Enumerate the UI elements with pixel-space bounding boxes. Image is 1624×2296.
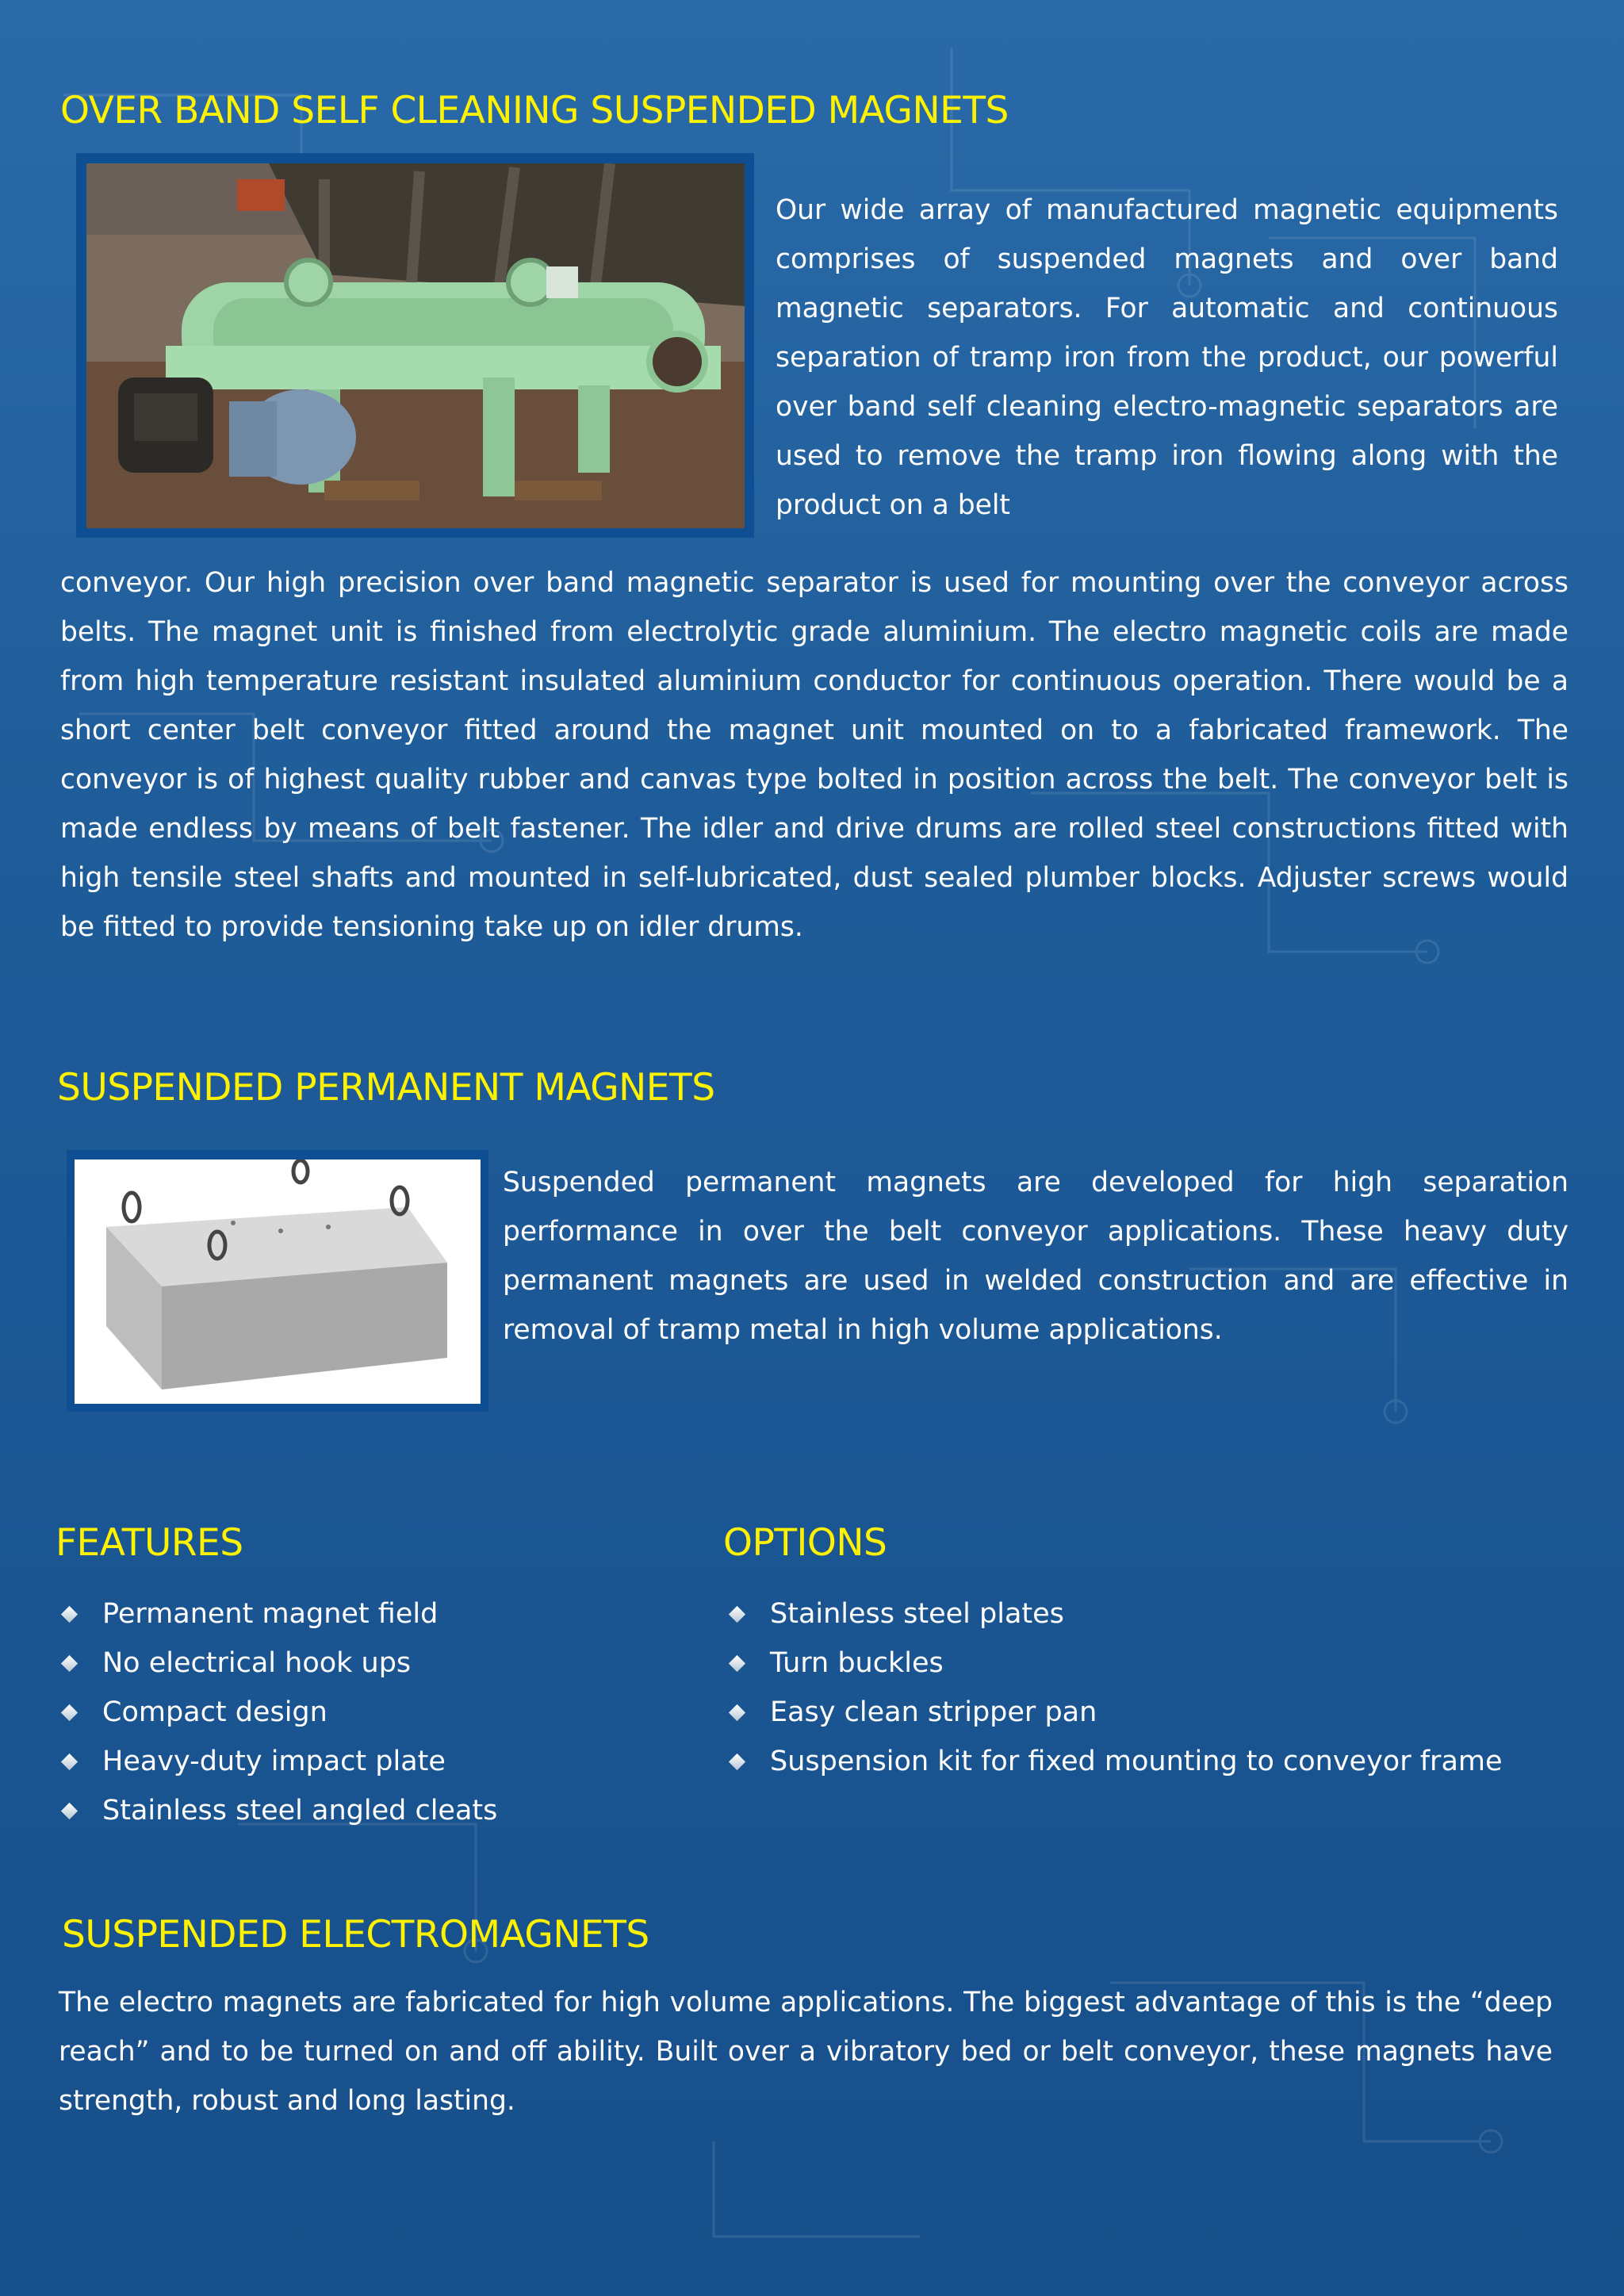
diamond-bullet-icon	[61, 1654, 78, 1671]
list-item: Stainless steel angled cleats	[59, 1786, 677, 1835]
list-item: Stainless steel plates	[726, 1589, 1599, 1639]
over-band-body-text: conveyor. Our high precision over band magnetic separator is used for mounting over the conveyor across belts. The magnet unit is finished from electrolytic grade aluminium. The electro magnetic coils are made from high temperature resistant insulated aluminium conductor for continuous operation. There would be a short center belt conveyor fitted around the magnet unit mounted on to a fabricated framework. The conveyor is of highest quality rubber and canvas type bolted in position across the belt. The conveyor belt is made endless by means of belt fastener. The idler and drive drums are rolled steel constructions fitted with high tensile steel shafts and mounted in self-lubricated, dust sealed plumber blocks. Adjuster screws would be fitted to provide tensioning take up on idler drums.	[60, 567, 1568, 943]
diamond-bullet-icon	[61, 1605, 78, 1622]
features-list	[59, 1589, 677, 1835]
list-item: Permanent magnet field	[59, 1589, 677, 1639]
section-title-suspended-permanent: SUSPENDED PERMANENT MAGNETS	[57, 1066, 715, 1110]
options-list	[726, 1589, 1599, 1786]
permanent-magnet-photo	[67, 1150, 488, 1412]
over-band-intro-text: Our wide array of manufactured magnetic equipments comprises of suspended magnets and over band magnetic separators. For automatic and continuous separation of tramp iron from the product, our powerful over band self cleaning electro-magnetic separators are used to remove the tramp iron flowing along with the product on a belt	[776, 194, 1558, 521]
permanent-magnet-text: Suspended permanent magnets are developed for high separation performance in over the belt conveyor applications. These heavy duty permanent magnets are used in welded construction and are effective in removal of tramp metal in high volume applications.	[503, 1167, 1568, 1346]
list-item: Easy clean stripper pan	[726, 1688, 1599, 1737]
over-band-magnet-illustration	[86, 163, 745, 528]
diamond-bullet-icon	[729, 1654, 745, 1671]
diamond-bullet-icon	[61, 1753, 78, 1769]
diamond-bullet-icon	[729, 1605, 745, 1622]
options-title: OPTIONS	[723, 1521, 887, 1565]
features-title: FEATURES	[56, 1521, 243, 1565]
list-item: Heavy-duty impact plate	[59, 1737, 677, 1786]
section-title-over-band: OVER BAND SELF CLEANING SUSPENDED MAGNETS	[60, 89, 1009, 132]
list-item: No electrical hook ups	[59, 1639, 677, 1688]
over-band-magnet-photo	[76, 153, 754, 538]
electromagnets-text: The electro magnets are fabricated for high volume applications. The biggest advantage of this is the “deep reach” and to be turned on and off ability. Built over a vibratory bed or belt conveyor, these magnets have strength, robust and long lasting.	[59, 1987, 1553, 2117]
diamond-bullet-icon	[729, 1704, 745, 1720]
list-item: Compact design	[59, 1688, 677, 1737]
list-item: Suspension kit for fixed mounting to conveyor frame	[726, 1737, 1599, 1786]
section-title-suspended-electromagnets: SUSPENDED ELECTROMAGNETS	[62, 1913, 649, 1957]
list-item: Turn buckles	[726, 1639, 1599, 1688]
diamond-bullet-icon	[729, 1753, 745, 1769]
permanent-magnet-illustration	[75, 1159, 481, 1404]
diamond-bullet-icon	[61, 1704, 78, 1720]
diamond-bullet-icon	[61, 1802, 78, 1819]
